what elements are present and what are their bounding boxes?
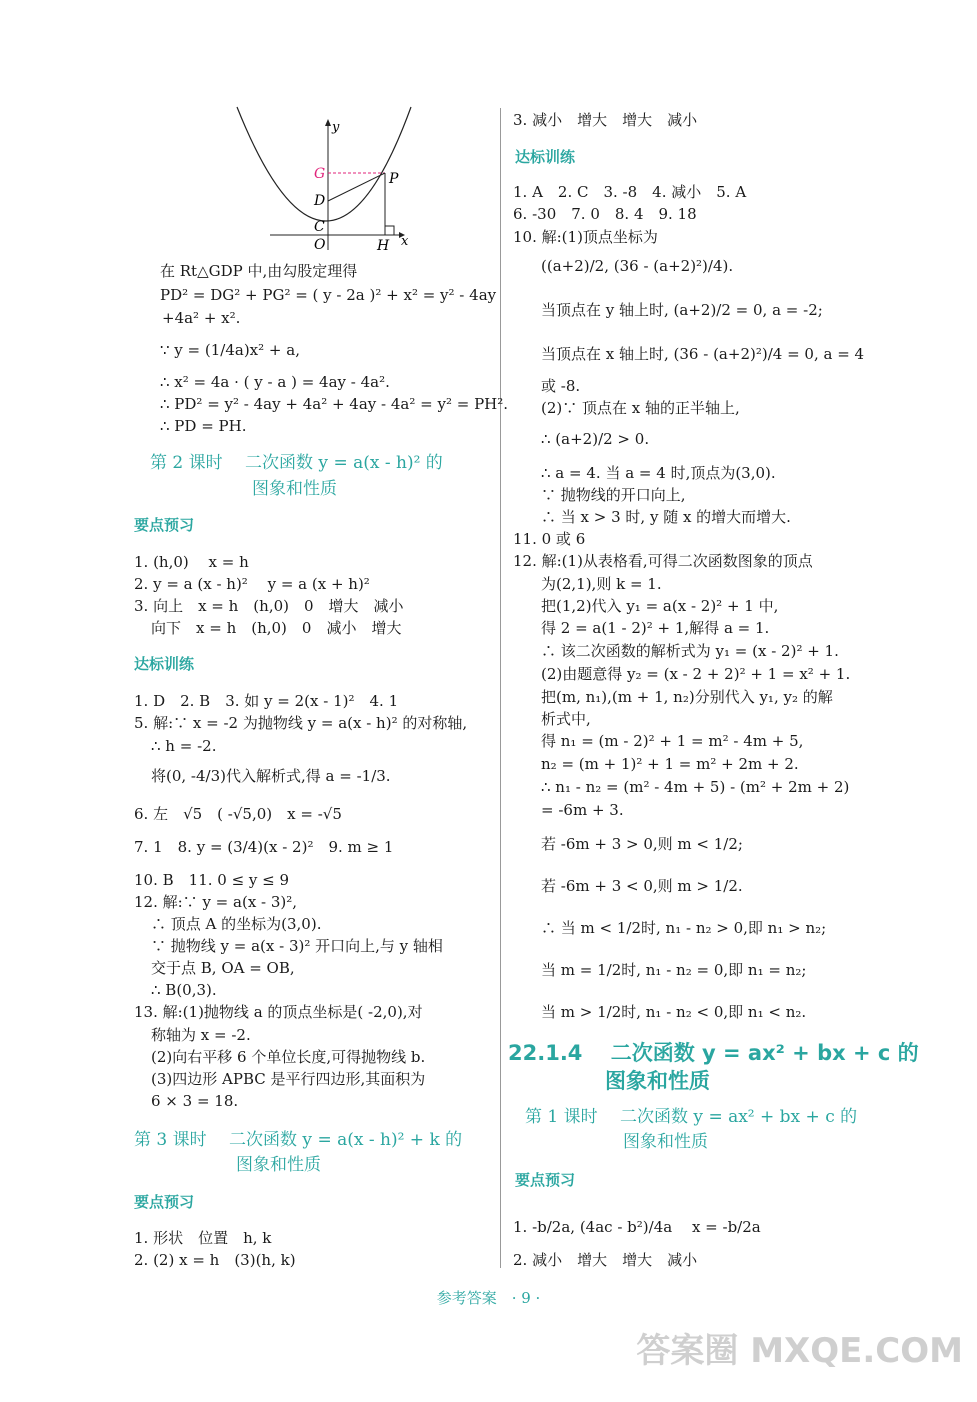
answer-line: 1. -b/2a, (4ac - b²)/4a x = -b/2a: [513, 1218, 761, 1236]
parabola-figure: [225, 105, 425, 255]
answer-line: ∴ a = 4. 当 a = 4 时,顶点为(3,0).: [541, 464, 776, 482]
lesson-1-title: 第 1 课时 二次函数 y = ax² + bx + c 的: [525, 1107, 858, 1127]
answer-line: 2. y = a (x - h)² y = a (x + h)²: [134, 575, 370, 593]
text-line: ∴ PD = PH.: [160, 417, 247, 435]
answer-line: 13. 解:(1)抛物线 a 的顶点坐标是( -2,0),对: [134, 1003, 423, 1021]
section-heading: 达标训练: [515, 148, 576, 166]
answer-line: 将(0, -4/3)代入解析式,得 a = -1/3.: [151, 767, 391, 785]
answer-line: ((a+2)/2, (36 - (a+2)²)/4).: [541, 257, 734, 275]
answer-line: ∴ h = -2.: [151, 737, 217, 755]
text-line: ∴ PD² = y² - 4ay + 4a² + 4ay - 4a² = y² = PH².: [160, 395, 509, 413]
answer-line: ∴ n₁ - n₂ = (m² - 4m + 5) - (m² + 2m + 2): [541, 778, 850, 796]
column-divider: [500, 108, 501, 1268]
answer-line: 得 n₁ = (m - 2)² + 1 = m² - 4m + 5,: [541, 732, 804, 750]
answer-line: 6 × 3 = 18.: [151, 1092, 239, 1110]
label-d: D: [314, 193, 326, 209]
answer-line: ∴ 当 m < 1/2时, n₁ - n₂ > 0,即 n₁ > n₂;: [541, 919, 827, 937]
answer-line: 为(2,1),则 k = 1.: [541, 575, 662, 593]
section-heading: 要点预习: [515, 1171, 576, 1189]
lesson-2-subtitle: 图象和性质: [252, 479, 337, 499]
answer-line: 把(1,2)代入 y₁ = a(x - 2)² + 1 中,: [541, 597, 779, 615]
answer-line: 若 -6m + 3 < 0,则 m > 1/2.: [541, 877, 743, 895]
label-p: P: [389, 171, 399, 187]
answer-line: ∴ (a+2)/2 > 0.: [541, 430, 650, 448]
label-y: y: [332, 120, 340, 135]
text-line: +4a² + x².: [162, 309, 241, 327]
chapter-subtitle: 图象和性质: [605, 1069, 710, 1093]
answer-line: 当 m > 1/2时, n₁ - n₂ < 0,即 n₁ < n₂.: [541, 1003, 807, 1021]
answer-line: 若 -6m + 3 > 0,则 m < 1/2;: [541, 835, 743, 853]
answer-line: (2)向右平移 6 个单位长度,可得抛物线 b.: [151, 1048, 426, 1066]
label-o: O: [314, 237, 326, 253]
answer-line: ∴ 该二次函数的解析式为 y₁ = (x - 2)² + 1.: [541, 642, 839, 660]
answer-line: 析式中,: [541, 710, 591, 728]
label-h: H: [377, 238, 390, 254]
answer-line: 称轴为 x = -2.: [151, 1026, 251, 1044]
answer-line: 当 m = 1/2时, n₁ - n₂ = 0,即 n₁ = n₂;: [541, 961, 807, 979]
answer-line: 2. (2) x = h (3)(h, k): [134, 1251, 296, 1269]
section-heading: 要点预习: [134, 516, 195, 534]
answer-line: 12. 解:(1)从表格看,可得二次函数图象的顶点: [513, 552, 813, 570]
answer-line: 向下 x = h (h,0) 0 减小 增大: [151, 619, 402, 637]
lesson-2-title: 第 2 课时 二次函数 y = a(x - h)² 的: [150, 453, 443, 473]
page-footer: 参考答案 · 9 ·: [436, 1289, 541, 1307]
answer-line: 当顶点在 y 轴上时, (a+2)/2 = 0, a = -2;: [541, 301, 823, 319]
text-line: PD² = DG² + PG² = ( y - 2a )² + x² = y² - 4ay: [160, 286, 497, 304]
answer-line: 1. 形状 位置 h, k: [134, 1229, 272, 1247]
answer-line: n₂ = (m + 1)² + 1 = m² + 2m + 2.: [541, 755, 799, 773]
answer-line: 交于点 B, OA = OB,: [151, 959, 295, 977]
label-c: C: [314, 219, 325, 235]
text-line: ∴ x² = 4a · ( y - a ) = 4ay - 4a².: [160, 373, 390, 391]
answer-line: ∴ 当 x > 3 时, y 随 x 的增大而增大.: [541, 508, 791, 526]
answer-line: 得 2 = a(1 - 2)² + 1,解得 a = 1.: [541, 619, 770, 637]
answer-line: 10. 解:(1)顶点坐标为: [513, 228, 658, 246]
answer-line: 或 -8.: [541, 377, 581, 395]
answer-line: ∵ 抛物线的开口向上,: [541, 486, 686, 504]
section-heading: 要点预习: [134, 1193, 195, 1211]
lesson-3-title: 第 3 课时 二次函数 y = a(x - h)² + k 的: [134, 1130, 463, 1150]
answer-line: 1. A 2. C 3. -8 4. 减小 5. A: [513, 183, 747, 201]
label-x: x: [401, 234, 409, 249]
label-g: G: [314, 166, 326, 182]
answer-line: 6. -30 7. 0 8. 4 9. 18: [513, 205, 697, 223]
answer-line: 10. B 11. 0 ≤ y ≤ 9: [134, 871, 290, 889]
answer-line: ∵ 抛物线 y = a(x - 3)² 开口向上,与 y 轴相: [151, 937, 443, 955]
chapter-title: 22.1.4 二次函数 y = ax² + bx + c 的: [508, 1041, 919, 1065]
text-line: 在 Rt△GDP 中,由勾股定理得: [160, 262, 358, 280]
answer-line: (2)∵ 顶点在 x 轴的正半轴上,: [541, 399, 740, 417]
text-line: ∵ y = (1/4a)x² + a,: [160, 341, 300, 359]
answer-line: 当顶点在 x 轴上时, (36 - (a+2)²)/4 = 0, a = 4: [541, 345, 865, 363]
answer-line: 1. (h,0) x = h: [134, 553, 249, 571]
lesson-1-subtitle: 图象和性质: [623, 1132, 708, 1152]
answer-line: ∴ 顶点 A 的坐标为(3,0).: [151, 915, 322, 933]
answer-line: 2. 减小 增大 增大 减小: [513, 1251, 698, 1269]
answer-line: 把(m, n₁),(m + 1, n₂)分别代入 y₁, y₂ 的解: [541, 688, 833, 706]
answer-line: 12. 解:∵ y = a(x - 3)²,: [134, 893, 298, 911]
answer-line: 6. 左 √5 ( -√5,0) x = -√5: [134, 805, 342, 823]
answer-line: ∴ B(0,3).: [151, 981, 217, 999]
answer-line: 7. 1 8. y = (3/4)(x - 2)² 9. m ≥ 1: [134, 838, 394, 856]
watermark: 答案圈 MXQE.COM: [636, 1331, 963, 1371]
lesson-3-subtitle: 图象和性质: [236, 1155, 321, 1175]
answer-line: 3. 向上 x = h (h,0) 0 增大 减小: [134, 597, 404, 615]
answer-line: 5. 解:∵ x = -2 为抛物线 y = a(x - h)² 的对称轴,: [134, 714, 468, 732]
answer-line: (2)由题意得 y₂ = (x - 2 + 2)² + 1 = x² + 1.: [541, 665, 851, 683]
answer-line: = -6m + 3.: [541, 801, 624, 819]
answer-line: 11. 0 或 6: [513, 530, 586, 548]
answer-line: 3. 减小 增大 增大 减小: [513, 111, 698, 129]
section-heading: 达标训练: [134, 655, 195, 673]
answer-line: (3)四边形 APBC 是平行四边形,其面积为: [151, 1070, 426, 1088]
answer-line: 1. D 2. B 3. 如 y = 2(x - 1)² 4. 1: [134, 692, 399, 710]
